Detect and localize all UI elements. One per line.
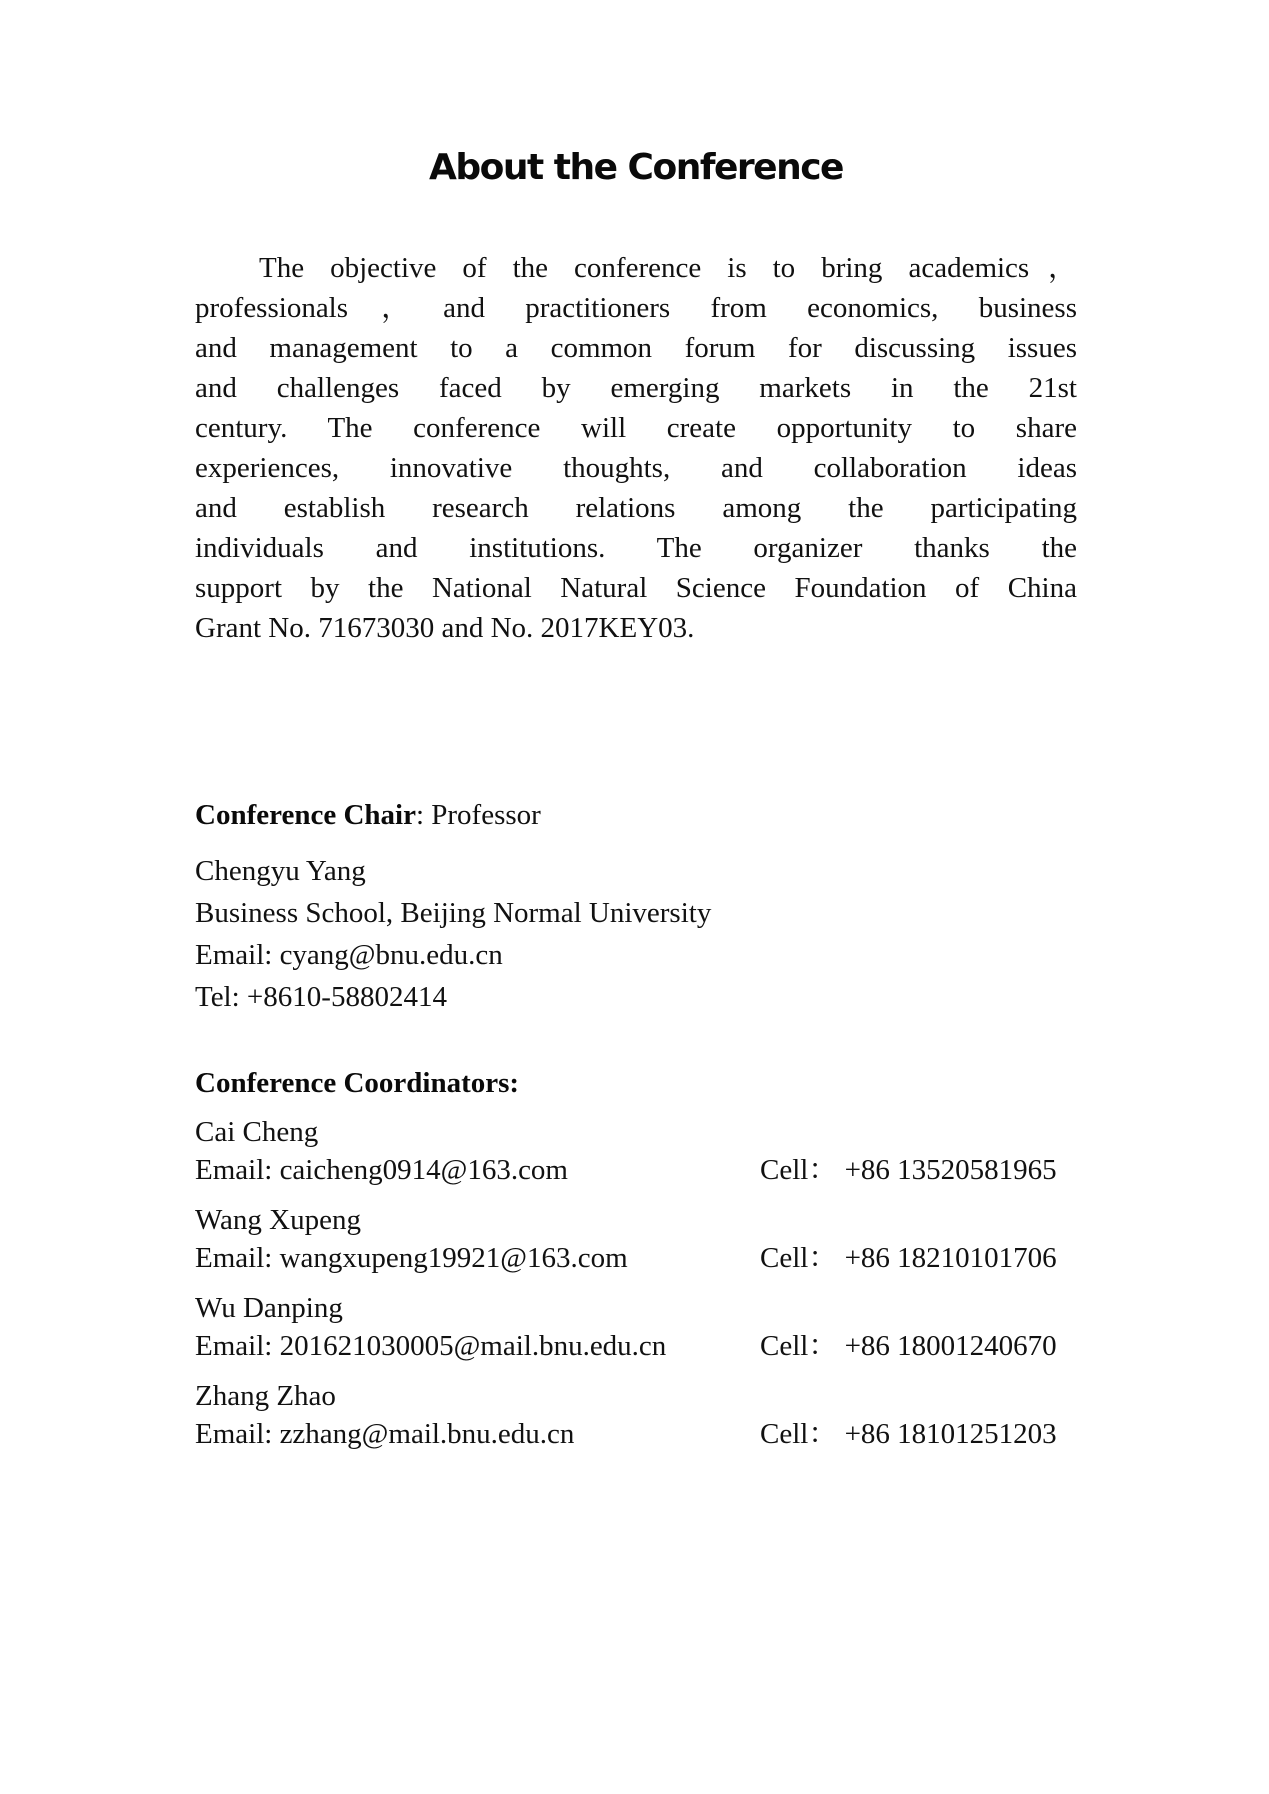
coordinator-contact-row	[195, 1415, 1077, 1453]
coordinator-email: Email: zzhang@mail.bnu.edu.cn	[195, 1418, 575, 1450]
coordinator-contact-row	[195, 1327, 1077, 1365]
coordinator-cell: Cell： +86 18001240670	[760, 1330, 1057, 1362]
page-content	[195, 0, 1077, 1453]
chair-heading-separator: :	[415, 799, 432, 831]
coordinator-name: Cai Cheng	[195, 1116, 319, 1148]
coordinator-entry	[195, 1113, 1077, 1189]
coordinator-name: Wang Xupeng	[195, 1204, 361, 1236]
conference-chair-section	[195, 795, 1077, 1018]
coordinator-cell: Cell： +86 18101251203	[760, 1418, 1057, 1450]
conference-coordinators-section	[195, 1063, 1077, 1453]
coordinator-email: Email: wangxupeng19921@163.com	[195, 1242, 628, 1274]
coordinator-cell: Cell： +86 18210101706	[760, 1242, 1057, 1274]
paragraph-line: and management to a common forum for discussing issues	[195, 332, 1077, 364]
coordinator-cell: Cell： +86 13520581965	[760, 1154, 1057, 1186]
coordinator-entry	[195, 1201, 1077, 1277]
paragraph-line: experiences, innovative thoughts, and collaboration ideas	[195, 452, 1077, 484]
chair-email: Email: cyang@bnu.edu.cn	[195, 939, 503, 971]
page-title: About the Conference	[429, 147, 843, 188]
chair-tel: Tel: +8610-58802414	[195, 981, 447, 1013]
paragraph-line: professionals，and practitioners from economics, business	[195, 292, 1077, 324]
coordinator-contact-row	[195, 1151, 1077, 1189]
chair-affiliation: Business School, Beijing Normal University	[195, 897, 712, 929]
coordinator-contact-row	[195, 1239, 1077, 1277]
chair-details	[195, 850, 1077, 1018]
paragraph-line: support by the National Natural Science Foundation of China	[195, 572, 1077, 604]
paragraph-line: and establish research relations among the participating	[195, 492, 1077, 524]
about-paragraph	[195, 248, 1077, 648]
paragraph-line: century. The conference will create opportunity to share	[195, 412, 1077, 444]
paragraph-line: individuals and institutions. The organizer thanks the	[195, 532, 1077, 564]
paragraph-line: The objective of the conference is to bring academics，	[259, 252, 1077, 284]
coordinator-entry	[195, 1377, 1077, 1453]
chair-name: Chengyu Yang	[195, 855, 366, 887]
chair-heading-line	[195, 795, 1077, 835]
coordinator-name: Wu Danping	[195, 1292, 343, 1324]
coordinator-email: Email: 201621030005@mail.bnu.edu.cn	[195, 1330, 667, 1362]
paragraph-line: and challenges faced by emerging markets in the 21st	[195, 372, 1077, 404]
coordinators-heading: Conference Coordinators:	[195, 1067, 520, 1099]
chair-role: Professor	[431, 799, 541, 831]
paragraph-line: Grant No. 71673030 and No. 2017KEY03.	[195, 612, 695, 644]
coordinator-name: Zhang Zhao	[195, 1380, 336, 1412]
coordinator-entry	[195, 1289, 1077, 1365]
chair-heading: Conference Chair	[195, 799, 416, 831]
coordinator-email: Email: caicheng0914@163.com	[195, 1154, 568, 1186]
